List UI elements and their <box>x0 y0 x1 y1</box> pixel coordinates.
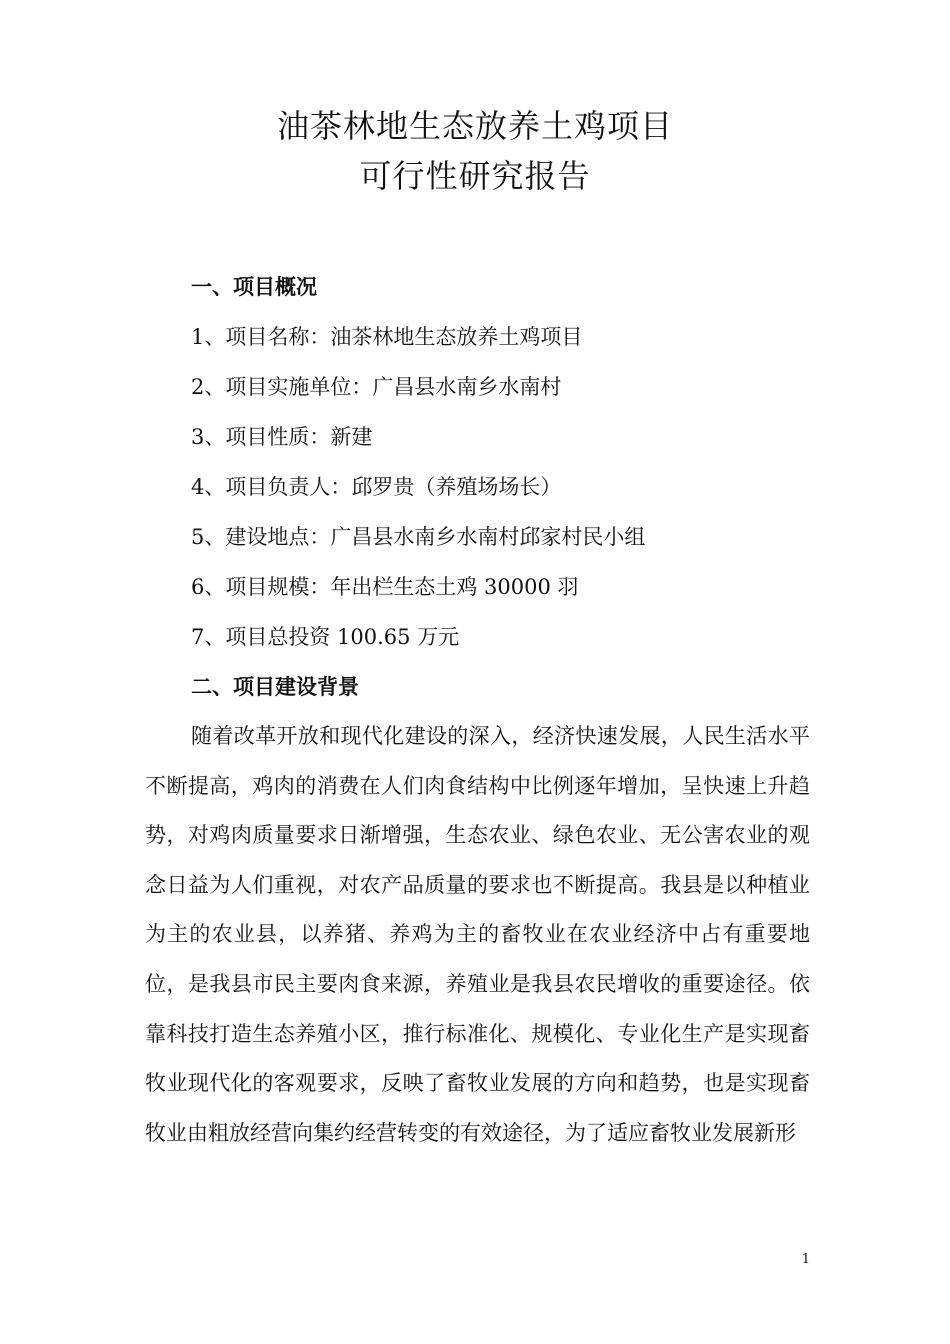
document-title-line2: 可行性研究报告 <box>359 157 591 195</box>
overview-item-investment: 7、项目总投资 100.65 万元 <box>191 625 460 649</box>
section-heading-overview: 一、项目概况 <box>191 275 317 299</box>
overview-item-project-leader: 4、项目负责人：邱罗贵（养殖场场长） <box>191 475 562 499</box>
overview-item-project-nature: 3、项目性质：新建 <box>191 425 373 449</box>
section-heading-background: 二、项目建设背景 <box>191 675 359 699</box>
overview-item-implementing-unit: 2、项目实施单位：广昌县水南乡水南村 <box>191 375 562 399</box>
overview-item-project-name: 1、项目名称：油茶林地生态放养土鸡项目 <box>191 325 583 349</box>
document-title-line1: 油茶林地生态放养土鸡项目 <box>276 107 673 145</box>
overview-item-scale: 6、项目规模：年出栏生态土鸡 30000 羽 <box>191 575 579 599</box>
background-paragraph: 随着改革开放和现代化建设的深入，经济快速发展，人民生活水平不断提高，鸡肉的消费在人们肉食结构中比例逐年增加，呈快速上升趋势，对鸡肉质量要求日渐增强，生态农业、绿色农业、无公害农业的观念日益为人们重视，对农产品质量的要求也不断提高。我县是以种植业为主的农业县，以养猪、养鸡为主的畜牧业在农业经济中占有重要地位，是我县市民主要肉食来源，养殖业是我县农民增收的重要途径。依靠科技打造生态养殖小区，推行标准化、规模化、专业化生产是实现畜牧业现代化的客观要求，反映了畜牧业发展的方向和趋势，也是实现畜牧业由粗放经营向集约经营转变的有效途径，为了适应畜牧业发展新形 <box>145 724 810 1145</box>
overview-item-location: 5、建设地点：广昌县水南乡水南村邱家村民小组 <box>191 525 646 549</box>
document-body <box>145 262 810 1158</box>
page-number: 1 <box>801 1252 810 1267</box>
